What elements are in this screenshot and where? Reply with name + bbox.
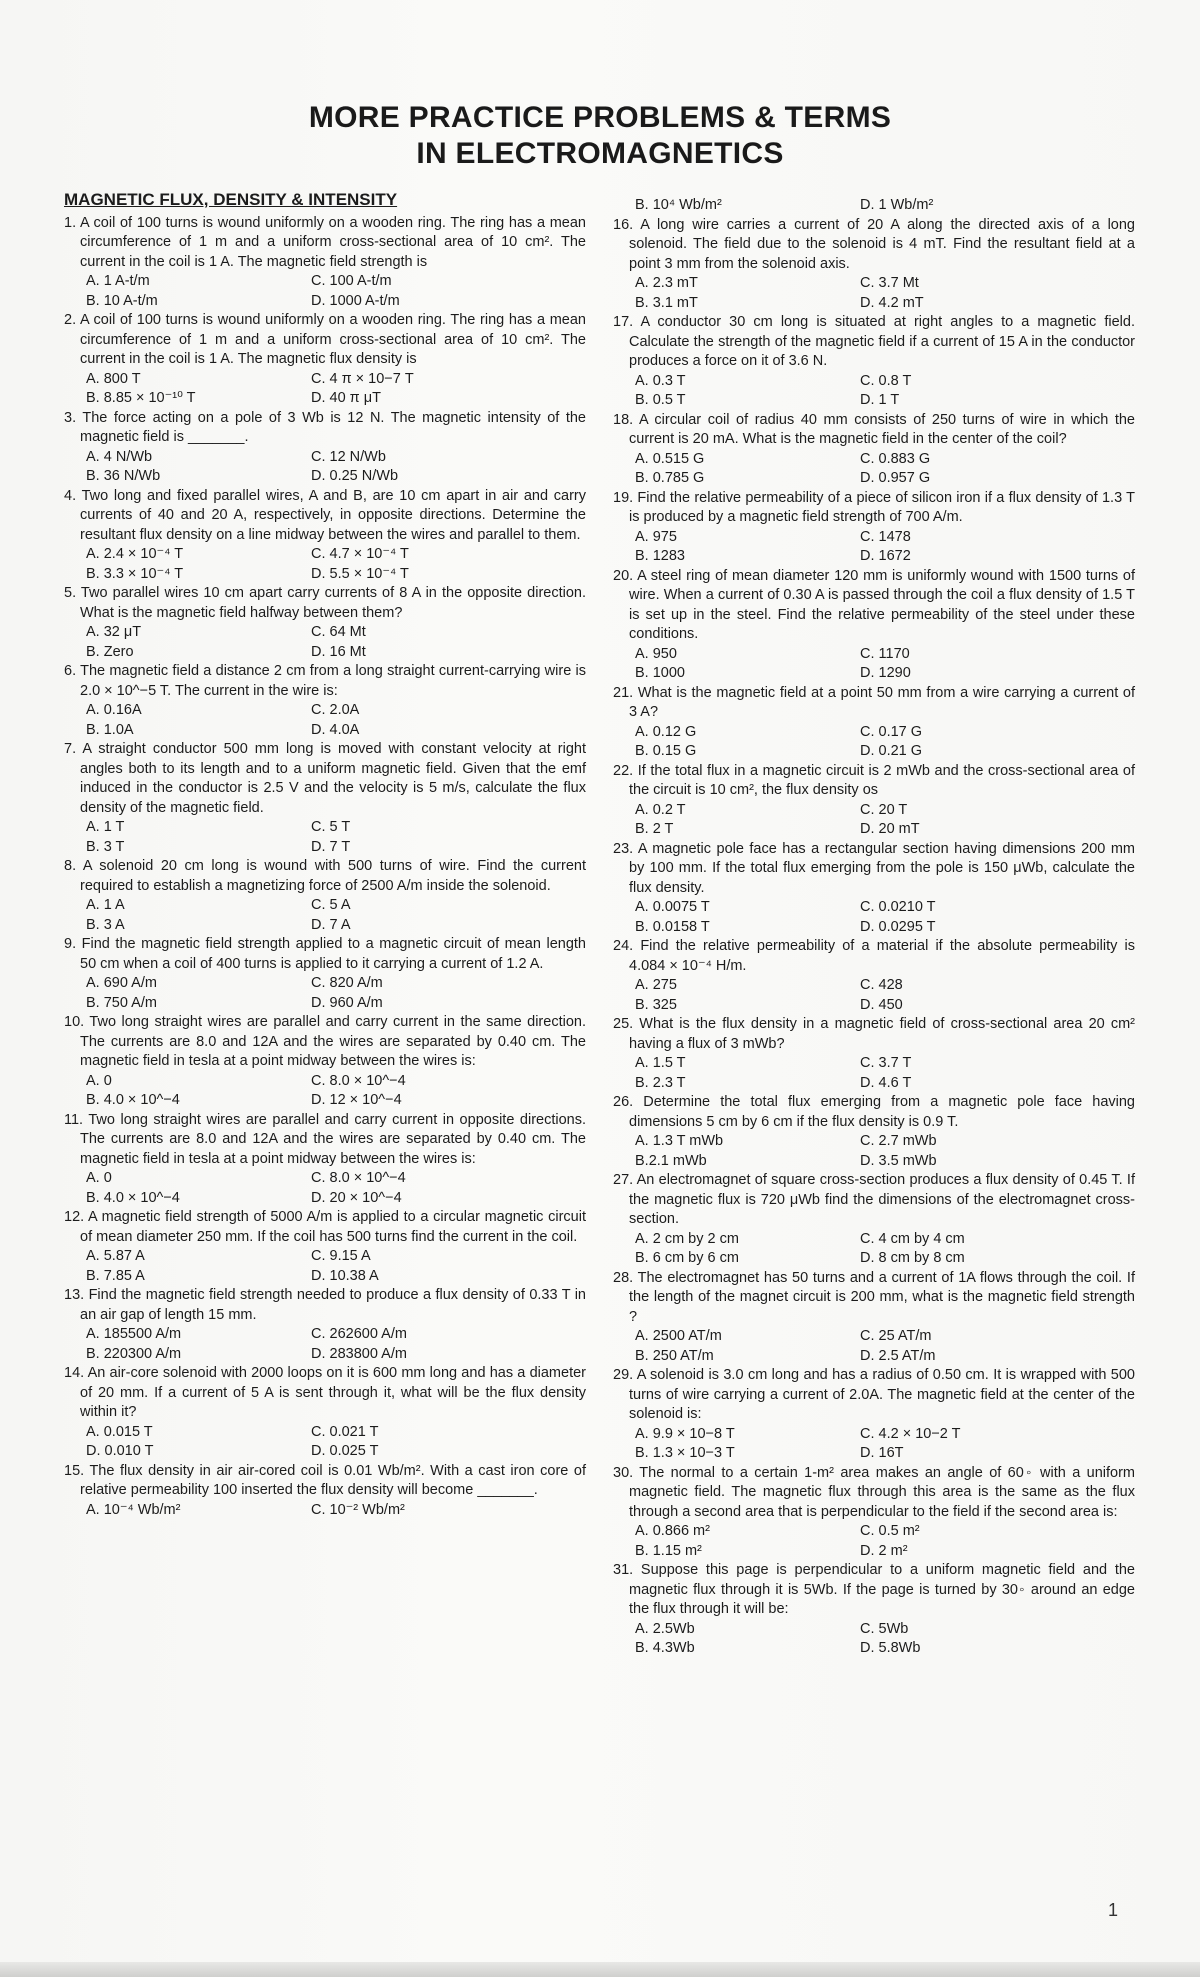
answer-option: A. 2 cm by 2 cm: [635, 1230, 739, 1247]
answer-option: B. 1283: [635, 548, 685, 564]
answer-option: D. 12 × 10^−4: [311, 1092, 402, 1108]
answer-option: C. 8.0 × 10^−4: [311, 1072, 406, 1089]
answer-options: [613, 801, 1135, 840]
question-item: [613, 411, 1135, 489]
question-item: [64, 1111, 586, 1209]
answer-option: A. 10⁻⁴ Wb/m²: [86, 1501, 181, 1518]
question-item: [613, 196, 1135, 216]
answer-option: C. 20 T: [860, 801, 908, 818]
answer-option: A. 0.16A: [86, 702, 142, 718]
answer-options: [613, 1230, 1135, 1269]
answer-option: A. 1.5 T: [635, 1055, 686, 1071]
answer-option: C. 100 A-t/m: [311, 273, 392, 289]
question-item: [613, 1561, 1135, 1659]
question-text: 8. A solenoid 20 cm long is wound with 500 turns of wire. Find the current required to establish a magnetizing force of 2500 A/m inside the solenoid.: [64, 858, 586, 894]
answer-option: A. 1 A-t/m: [86, 273, 150, 289]
question-item: [613, 762, 1135, 840]
answer-option: D. 4.2 mT: [860, 294, 924, 311]
question-text: 2. A coil of 100 turns is wound uniformly on a wooden ring. The ring has a mean circumference of 1 m and a uniform cross-sectional area of 10 cm². The current in the coil is 1 A. The magnetic flux density is: [64, 312, 586, 367]
answer-option: D. 16T: [860, 1445, 904, 1461]
answer-option: A. 9.9 × 10−8 T: [635, 1425, 735, 1442]
question-text: 13. Find the magnetic field strength needed to produce a flux density of 0.33 T in an air gap of length 15 mm.: [64, 1287, 586, 1323]
document-title: [0, 100, 1200, 172]
answer-option: A. 975: [635, 528, 677, 545]
answer-option: D. 1 Wb/m²: [860, 197, 934, 213]
question-item: [64, 487, 586, 585]
section-heading: MAGNETIC FLUX, DENSITY & INTENSITY: [64, 190, 398, 209]
answer-options: [64, 1325, 586, 1364]
answer-option: D. 1000 A-t/m: [311, 292, 400, 309]
answer-option: D. 0.0295 T: [860, 918, 936, 935]
answer-option: A. 275: [635, 977, 677, 993]
answer-option: B. 1000: [635, 665, 685, 681]
answer-options: [613, 450, 1135, 489]
question-text: 5. Two parallel wires 10 cm apart carry currents of 8 A in the opposite direction. What is the magnetic field halfway between them?: [64, 585, 586, 621]
left-question-list: [64, 214, 586, 1521]
answer-option: A. 0.12 G: [635, 723, 697, 740]
question-item: [64, 740, 586, 857]
question-text: 28. The electromagnet has 50 turns and a current of 1A flows through the coil. If the length of the magnet circuit is 200 mm, what is the magnetic field strength ?: [613, 1269, 1135, 1325]
answer-option: B. 1.15 m²: [635, 1542, 702, 1559]
answer-options: [613, 1522, 1135, 1561]
answer-option: C. 9.15 A: [311, 1248, 371, 1264]
question-item: [64, 1364, 586, 1462]
answer-option: A. 0: [86, 1072, 112, 1089]
question-text: 31. Suppose this page is perpendicular to a uniform magnetic field and the magnetic flux through it is 5Wb. If the page is turned by 30◦ around an edge the flux through it will be:: [613, 1562, 1135, 1617]
answer-option: B. 1.3 × 10−3 T: [635, 1445, 735, 1461]
answer-option: B. 10 A-t/m: [86, 292, 158, 309]
page-number: 1: [1108, 1900, 1119, 1920]
question-text: 14. An air-core solenoid with 2000 loops on it is 600 mm long and has a diameter of 20 mm. If a current of 5 A is sent through it, what will be the flux density within it?: [64, 1365, 586, 1420]
question-text: 6. The magnetic field a distance 2 cm from a long straight current-carrying wire is 2.0 × 10^−5 T. The current in the wire is:: [64, 663, 586, 699]
answer-option: A. 185500 A/m: [86, 1326, 182, 1342]
question-item: [64, 311, 586, 409]
answer-option: A. 800 T: [86, 370, 141, 387]
answer-option: C. 3.7 T: [860, 1055, 912, 1071]
answer-option: A. 1 A: [86, 897, 125, 913]
answer-option: C. 0.17 G: [860, 723, 923, 740]
answer-option: C. 64 Mt: [311, 624, 366, 640]
question-item: [613, 1093, 1135, 1171]
question-text: 4. Two long and fixed parallel wires, A and B, are 10 cm apart in air and carry currents of 40 and 20 A, respectively, in opposite directions. Determine the resultant flux density on a line midway between the wires and parallel to them.: [64, 487, 586, 543]
answer-option: A. 4 N/Wb: [86, 448, 153, 465]
question-item: [64, 1013, 586, 1111]
page-edge: [0, 1962, 1200, 1977]
question-text: 11. Two long straight wires are parallel and carry current in opposite directions. The currents are 8.0 and 12A and the wires are separated by 0.40 cm. The magnetic field in tesla at a point midway between the wires is:: [64, 1111, 586, 1167]
answer-options: [64, 1501, 586, 1521]
answer-option: A. 1.3 T mWb: [635, 1133, 724, 1149]
question-item: [64, 857, 586, 935]
question-text: 23. A magnetic pole face has a rectangular section having dimensions 200 mm by 100 mm. If the total flux emerging from the pole is 150 μWb, calculate the flux density.: [613, 840, 1135, 896]
answer-options: [64, 701, 586, 740]
answer-option: B. 2 T: [635, 821, 674, 837]
question-text: 17. A conductor 30 cm long is situated at right angles to a magnetic field. Calculate the strength of the magnetic field if a current of 15 A in the conductor produces a force on it of 3.6 N.: [613, 314, 1135, 369]
answer-option: B. 2.3 T: [635, 1074, 686, 1091]
question-text: 10. Two long straight wires are parallel and carry current in the same direction. The currents are 8.0 and 12A and the wires are separated by 0.40 cm. The magnetic field in tesla at a point midway between the wires is:: [64, 1014, 586, 1069]
answer-option: B. 750 A/m: [86, 994, 157, 1011]
answer-option: B. Zero: [86, 643, 134, 660]
answer-option: C. 0.883 G: [860, 450, 931, 467]
answer-option: A. 1 T: [86, 819, 125, 835]
answer-option: D. 1290: [860, 665, 911, 681]
answer-option: A. 32 μT: [86, 624, 142, 640]
answer-option: B. 4.0 × 10^−4: [86, 1189, 180, 1206]
answer-options: [64, 370, 586, 409]
answer-option: D. 0.957 G: [860, 470, 931, 486]
answer-option: A. 2.4 × 10⁻⁴ T: [86, 546, 184, 562]
answer-option: C. 262600 A/m: [311, 1326, 407, 1342]
question-text: 26. Determine the total flux emerging from a magnetic pole face having dimensions 5 cm by 6 cm if the flux density is 0.9 T.: [613, 1094, 1135, 1130]
answer-options: [613, 1132, 1135, 1171]
answer-option: B. 4.0 × 10^−4: [86, 1092, 180, 1108]
question-item: [64, 662, 586, 740]
answer-options: [613, 645, 1135, 684]
answer-option: C. 2.0A: [311, 702, 360, 718]
question-text: 9. Find the magnetic field strength applied to a magnetic circuit of mean length 50 cm when a coil of 400 turns is applied to it carrying a current of 1.2 A.: [64, 936, 586, 972]
answer-options: [64, 818, 586, 857]
answer-option: B. 8.85 × 10⁻¹⁰ T: [86, 390, 196, 406]
question-text: 22. If the total flux in a magnetic circuit is 2 mWb and the cross-sectional area of the circuit is 10 cm², the flux density os: [613, 762, 1135, 798]
question-item: [64, 409, 586, 487]
answer-option: B. 0.5 T: [635, 392, 686, 408]
answer-option: D. 5.5 × 10⁻⁴ T: [311, 565, 409, 582]
question-item: [64, 1462, 586, 1521]
answer-option: C. 820 A/m: [311, 975, 383, 991]
answer-options: [613, 528, 1135, 567]
answer-option: C. 4 cm by 4 cm: [860, 1230, 965, 1247]
answer-option: A. 0.2 T: [635, 801, 686, 818]
question-item: [64, 584, 586, 662]
answer-options: [613, 274, 1135, 313]
answer-option: A. 2.5Wb: [635, 1620, 695, 1637]
answer-option: C. 5 A: [311, 897, 351, 913]
answer-option: D. 20 × 10^−4: [311, 1189, 402, 1206]
answer-option: C. 0.8 T: [860, 372, 912, 389]
answer-option: C. 3.7 Mt: [860, 275, 919, 291]
answer-option: A. 0.3 T: [635, 372, 686, 389]
title-line-2: IN ELECTROMAGNETICS: [416, 137, 784, 170]
answer-options: [613, 196, 1135, 216]
answer-options: [64, 1423, 586, 1462]
answer-option: A. 0.015 T: [86, 1423, 153, 1440]
answer-option: C. 4.2 × 10−2 T: [860, 1425, 961, 1442]
right-question-list: [613, 196, 1135, 1659]
answer-option: B. 6 cm by 6 cm: [635, 1250, 739, 1266]
question-text: 19. Find the relative permeability of a piece of silicon iron if a flux density of 1.3 T is produced by a magnetic field strength of 700 A/m.: [613, 489, 1135, 525]
answer-option: D. 283800 A/m: [311, 1345, 407, 1362]
answer-option: C. 10⁻² Wb/m²: [311, 1501, 405, 1518]
answer-option: B. 3.1 mT: [635, 294, 698, 311]
answer-option: A. 2500 AT/m: [635, 1328, 722, 1344]
question-text: 24. Find the relative permeability of a material if the absolute permeability is 4.084 × 10⁻⁴ H/m.: [613, 938, 1135, 974]
answer-options: [64, 623, 586, 662]
question-text: 30. The normal to a certain 1-m² area makes an angle of 60◦ with a uniform magnetic field. The magnetic flux through this area is the same as the flux through a second area that is perpendicular to the field if the second area is:: [613, 1464, 1135, 1520]
answer-option: C. 4 π × 10−7 T: [311, 370, 414, 387]
answer-option: C. 8.0 × 10^−4: [311, 1170, 406, 1186]
answer-option: D. 450: [860, 996, 903, 1013]
answer-options: [64, 1247, 586, 1286]
answer-option: D. 7 T: [311, 838, 351, 855]
answer-options: [613, 1620, 1135, 1659]
answer-option: A. 0: [86, 1170, 112, 1186]
question-text: 12. A magnetic field strength of 5000 A/m is applied to a circular magnetic circuit of mean diameter 250 mm. If the coil has 500 turns find the current in the coil.: [64, 1209, 586, 1245]
answer-option: D. 10.38 A: [311, 1267, 379, 1284]
answer-option: C. 1478: [860, 528, 911, 545]
answer-option: B. 3 T: [86, 838, 125, 855]
answer-options: [613, 1327, 1135, 1366]
answer-option: A. 0.866 m²: [635, 1523, 710, 1539]
answer-option: D. 4.0A: [311, 721, 360, 738]
answer-option: C. 25 AT/m: [860, 1328, 932, 1344]
answer-option: C. 0.021 T: [311, 1423, 379, 1440]
answer-option: D. 1672: [860, 548, 911, 564]
answer-option: B. 0.15 G: [635, 743, 697, 759]
question-item: [613, 840, 1135, 938]
question-text: 27. An electromagnet of square cross-section produces a flux density of 0.45 T. If the magnetic flux is 720 μWb find the dimensions of the electromagnet cross-section.: [613, 1172, 1135, 1227]
answer-option: D. 0.25 N/Wb: [311, 468, 399, 484]
question-item: [64, 935, 586, 1013]
question-item: [613, 1269, 1135, 1367]
answer-option: C. 5Wb: [860, 1620, 909, 1637]
answer-option: B. 220300 A/m: [86, 1345, 182, 1362]
question-item: [613, 937, 1135, 1015]
answer-option: C. 2.7 mWb: [860, 1133, 937, 1149]
answer-option: D. 0.025 T: [311, 1443, 379, 1459]
answer-option: C. 428: [860, 977, 903, 993]
left-column: [64, 190, 586, 1520]
title-line-1: MORE PRACTICE PROBLEMS & TERMS: [308, 101, 892, 134]
answer-option: D. 16 Mt: [311, 643, 366, 660]
answer-option: B. 250 AT/m: [635, 1347, 714, 1364]
question-item: [613, 489, 1135, 567]
answer-option: D. 2.5 AT/m: [860, 1347, 936, 1364]
question-text: 7. A straight conductor 500 mm long is moved with constant velocity at right angles both to its length and to a uniform magnetic field. Given that the emf induced in the conductor is 2.5 V and the velocity is 5 m/s, calculate the flux density of the magnetic field.: [64, 741, 586, 816]
answer-option: D. 2 m²: [860, 1542, 908, 1559]
answer-option: D. 4.6 T: [860, 1074, 912, 1091]
answer-option: C. 0.0210 T: [860, 899, 936, 915]
question-text: 25. What is the flux density in a magnetic field of cross-sectional area 20 cm² having a flux of 3 mWb?: [613, 1016, 1135, 1052]
answer-option: B. 0.0158 T: [635, 918, 710, 935]
answer-options: [613, 898, 1135, 937]
answer-option: D. 0.010 T: [86, 1443, 154, 1459]
question-text: 16. A long wire carries a current of 20 A along the directed axis of a long solenoid. The field due to the solenoid is 4 mT. Find the resultant field at a point 3 mm from the solenoid axis.: [613, 216, 1135, 272]
answer-options: [64, 1169, 586, 1208]
answer-option: D. 40 π μT: [311, 390, 381, 406]
question-text: 1. A coil of 100 turns is wound uniformly on a wooden ring. The ring has a mean circumference of 1 m and a uniform cross-sectional area of 10 cm². The current in the coil is 1 A. The magnetic field strength is: [64, 214, 586, 270]
answer-option: C. 5 T: [311, 819, 351, 835]
answer-options: [613, 976, 1135, 1015]
answer-option: A. 950: [635, 645, 677, 662]
answer-option: B.2.1 mWb: [635, 1152, 707, 1169]
question-item: [613, 567, 1135, 684]
answer-option: C. 4.7 × 10⁻⁴ T: [311, 546, 409, 562]
answer-option: B. 10⁴ Wb/m²: [635, 197, 722, 213]
question-item: [64, 1208, 586, 1286]
answer-option: C. 0.5 m²: [860, 1523, 920, 1539]
answer-option: D. 0.21 G: [860, 743, 923, 759]
answer-option: C. 1170: [860, 645, 910, 662]
answer-option: D. 7 A: [311, 916, 351, 933]
answer-options: [64, 272, 586, 311]
question-item: [64, 214, 586, 312]
answer-option: A. 5.87 A: [86, 1248, 145, 1264]
question-text: 21. What is the magnetic field at a point 50 mm from a wire carrying a current of 3 A?: [613, 684, 1135, 720]
answer-options: [613, 1054, 1135, 1093]
answer-option: D. 20 mT: [860, 821, 920, 837]
question-item: [64, 1286, 586, 1364]
answer-options: [613, 723, 1135, 762]
answer-option: D. 3.5 mWb: [860, 1152, 937, 1169]
question-item: [613, 216, 1135, 314]
answer-option: B. 7.85 A: [86, 1267, 145, 1284]
answer-options: [64, 448, 586, 487]
answer-option: B. 3.3 × 10⁻⁴ T: [86, 565, 184, 582]
right-column: [613, 196, 1135, 1659]
answer-option: D. 1 T: [860, 392, 900, 408]
question-item: [613, 1171, 1135, 1269]
answer-option: A. 0.0075 T: [635, 899, 710, 915]
answer-option: D. 8 cm by 8 cm: [860, 1250, 965, 1266]
answer-option: D. 960 A/m: [311, 994, 383, 1011]
question-text: 15. The flux density in air air-cored coil is 0.01 Wb/m². With a cast iron core of relative permeability 100 inserted the flux density will become _______.: [64, 1462, 586, 1498]
answer-options: [613, 372, 1135, 411]
answer-option: B. 4.3Wb: [635, 1640, 695, 1656]
answer-option: A. 2.3 mT: [635, 275, 698, 291]
question-text: 3. The force acting on a pole of 3 Wb is 12 N. The magnetic intensity of the magnetic field is _______.: [64, 409, 586, 445]
answer-options: [613, 1425, 1135, 1464]
answer-option: B. 36 N/Wb: [86, 468, 161, 484]
question-item: [613, 684, 1135, 762]
answer-options: [64, 545, 586, 584]
answer-option: A. 690 A/m: [86, 975, 157, 991]
answer-options: [64, 974, 586, 1013]
answer-option: B. 3 A: [86, 916, 125, 933]
answer-options: [64, 1072, 586, 1111]
answer-option: B. 0.785 G: [635, 470, 705, 486]
answer-option: B. 325: [635, 996, 677, 1013]
question-item: [613, 1015, 1135, 1093]
answer-options: [64, 896, 586, 935]
question-text: 29. A solenoid is 3.0 cm long and has a radius of 0.50 cm. It is wrapped with 500 turns of wire carrying a current of 2.0A. The magnetic field at the center of the solenoid is:: [613, 1367, 1135, 1422]
answer-option: C. 12 N/Wb: [311, 448, 386, 465]
question-text: 18. A circular coil of radius 40 mm consists of 250 turns of wire in which the current is 20 mA. What is the magnetic field in the center of the coil?: [613, 411, 1135, 447]
answer-option: A. 0.515 G: [635, 450, 705, 467]
question-item: [613, 313, 1135, 411]
answer-option: D. 5.8Wb: [860, 1640, 921, 1656]
question-text: 20. A steel ring of mean diameter 120 mm is uniformly wound with 1500 turns of wire. When a current of 0.30 A is passed through the coil a flux density of 1.5 T is set up in the steel. Find the relative permeability of the steel under these conditions.: [613, 567, 1135, 642]
question-item: [613, 1366, 1135, 1464]
answer-option: B. 1.0A: [86, 721, 134, 738]
question-item: [613, 1464, 1135, 1562]
